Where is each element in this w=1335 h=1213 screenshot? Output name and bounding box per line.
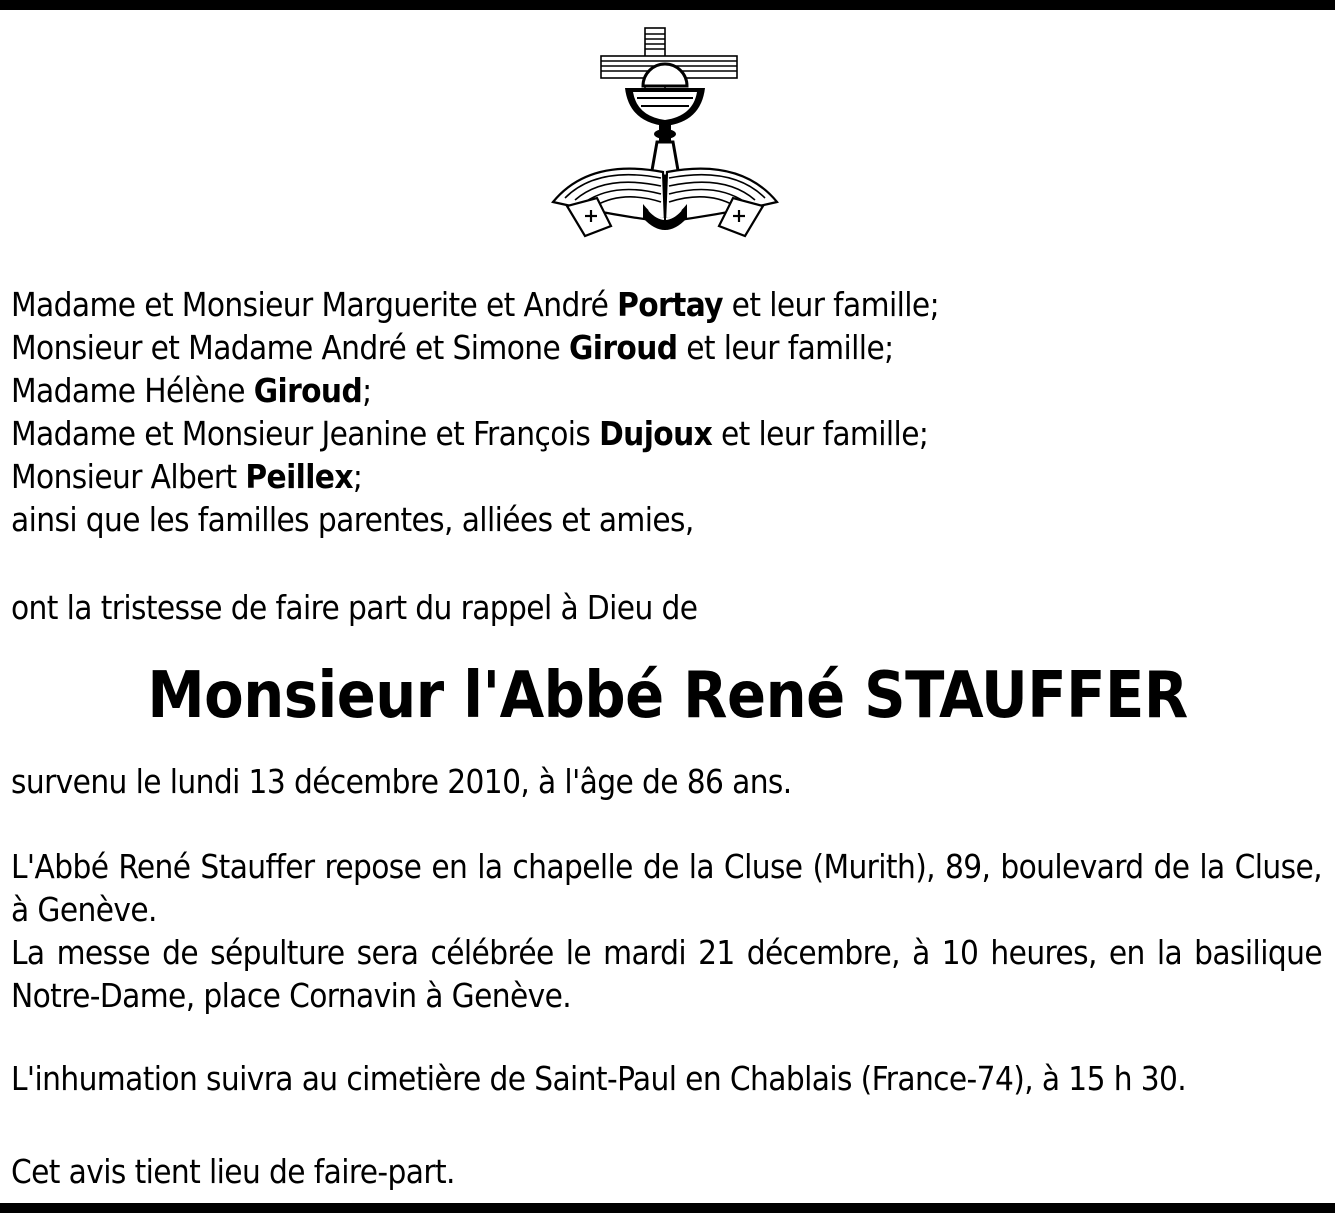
family-name: Giroud bbox=[569, 328, 678, 367]
burial-details: L'inhumation suivra au cimetière de Saint-Paul en Chablais (France-74), à 15 h 30. bbox=[11, 1059, 1187, 1098]
closing-note: Cet avis tient lieu de faire-part. bbox=[11, 1152, 455, 1191]
family-line: Madame et Monsieur Jeanine et François Dujoux et leur famille; bbox=[11, 414, 929, 453]
family-line: Monsieur Albert Peillex; bbox=[11, 457, 363, 496]
mass-paragraph: La messe de sépulture sera célébrée le mardi 21 décembre, à 10 heures, en la basilique Notre-Dame, place Cornavin à Genève. bbox=[11, 933, 1322, 1015]
repose-paragraph: L'Abbé René Stauffer repose en la chapelle de la Cluse (Murith), 89, boulevard de la Cluse, à Genève. bbox=[11, 847, 1322, 929]
family-name: Portay bbox=[617, 285, 723, 324]
family-name: Giroud bbox=[253, 371, 363, 410]
family-name: Dujoux bbox=[599, 414, 713, 453]
deceased-name: Monsieur l'Abbé René STAUFFER bbox=[147, 659, 1188, 733]
cross-chalice-book-icon bbox=[545, 26, 795, 242]
top-rule bbox=[0, 0, 1335, 10]
date-of-death: survenu le lundi 13 décembre 2010, à l'âge de 86 ans. bbox=[11, 762, 792, 801]
family-list bbox=[11, 283, 1322, 541]
family-line: Monsieur et Madame André et Simone Giroud et leur famille; bbox=[11, 328, 894, 367]
ceremony-details bbox=[11, 845, 1322, 1017]
family-line: ainsi que les familles parentes, alliées et amies, bbox=[11, 500, 694, 539]
family-line: Madame et Monsieur Marguerite et André Portay et leur famille; bbox=[11, 285, 939, 324]
family-line: Madame Hélène Giroud; bbox=[11, 371, 372, 410]
family-name: Peillex bbox=[245, 457, 353, 496]
announcement-text: ont la tristesse de faire part du rappel à Dieu de bbox=[11, 588, 698, 627]
bottom-rule bbox=[0, 1203, 1335, 1213]
